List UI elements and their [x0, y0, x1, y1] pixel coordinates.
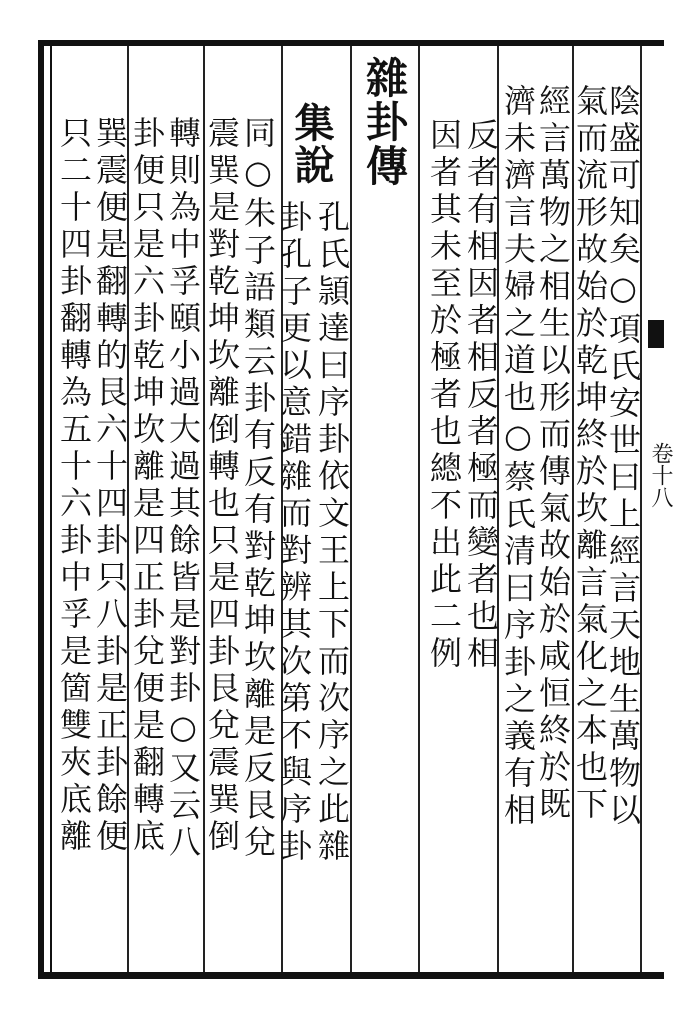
frame-inner-left-rule	[50, 46, 52, 972]
chapter-title: 雜卦傳	[360, 56, 409, 188]
text-column: 孔氏頴達曰序卦依文王上下而次序之此雜	[313, 200, 351, 866]
text-column: 反者有相因者相反者極而變者也相	[462, 118, 500, 673]
frame-left-border	[38, 40, 44, 979]
text-column: 轉則為中孚頤小過大過其餘皆是對卦○又云八	[164, 116, 202, 862]
section-subheading: 集說	[288, 102, 335, 186]
text-column: 只二十四卦翻轉為五十六卦中孚是箇雙夾底離	[55, 116, 93, 856]
text-column: 氣而流形故始於乾坤終於坎離言氣化之本也下	[571, 84, 609, 824]
text-column: 同○朱子語類云卦有反有對乾坤坎離是反艮兌	[239, 116, 277, 862]
text-column: 卦孔子更以意錯雜而對辨其次第不與序卦	[275, 200, 313, 866]
text-column: 濟未濟言夫婦之道也○蔡氏清曰序卦之義有相	[499, 84, 537, 830]
text-column: 經言萬物之相生以形而傳氣故始於咸恒終於既	[534, 84, 572, 824]
text-column: 卦便只是六卦乾坤坎離是四正卦兌便是翻轉底	[128, 116, 166, 856]
text-column: 陰盛可知矣○項氏安世曰上經言天地生萬物以	[604, 84, 642, 830]
frame-bottom-border	[38, 972, 664, 979]
text-column: 因者其未至於極者也總不出此二例	[425, 118, 463, 673]
text-column: 巽震便是翻轉的艮六十四卦只八卦是正卦餘便	[91, 116, 129, 856]
volume-marker: 卷十八	[648, 442, 673, 508]
column-rule	[418, 46, 420, 972]
text-column: 震巽是對乾坤坎離倒轉也只是四卦艮兌震巽倒	[203, 116, 241, 856]
edge-mark	[648, 320, 664, 348]
